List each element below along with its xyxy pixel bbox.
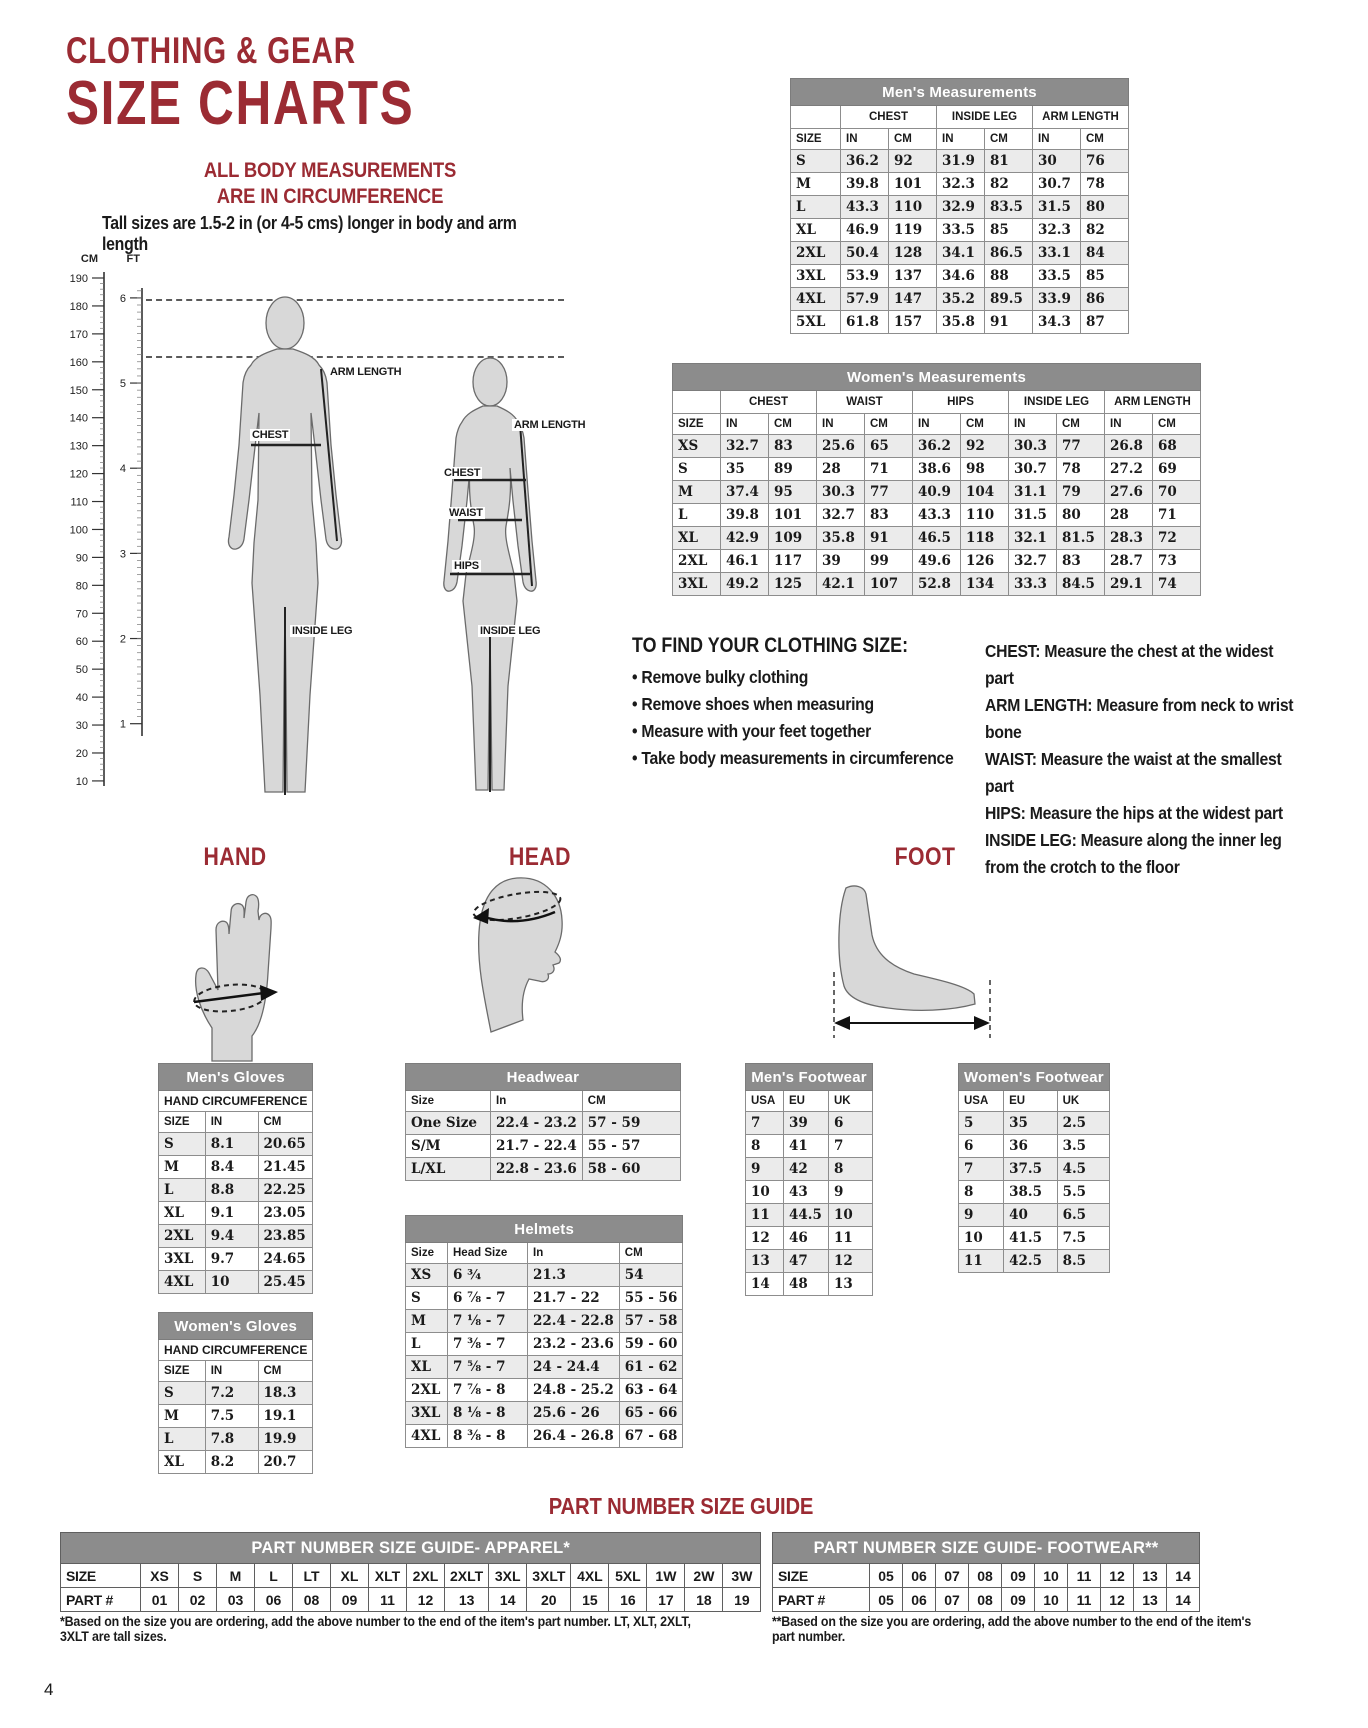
table-row: 11 44.5 10 bbox=[746, 1204, 873, 1227]
subtitle bbox=[180, 158, 480, 211]
svg-text:60: 60 bbox=[75, 636, 88, 649]
table-row: L 39.8 101 32.7 83 43.3 110 31.5 80 28 71 bbox=[673, 504, 1201, 527]
table-title: PART NUMBER SIZE GUIDE- APPAREL* bbox=[61, 1533, 761, 1564]
table-row: L 8.8 22.25 bbox=[159, 1179, 313, 1202]
svg-text:130: 130 bbox=[69, 440, 88, 453]
mens-footwear bbox=[745, 1063, 873, 1296]
womens-measurements bbox=[672, 363, 1201, 596]
womens-gloves bbox=[158, 1312, 313, 1474]
page-number: 4 bbox=[44, 1680, 54, 1699]
part-guide-footwear bbox=[772, 1532, 1200, 1612]
table-row: M 39.8 101 32.3 82 30.7 78 bbox=[791, 173, 1129, 196]
table-row: SIZE XS S M L LT XL XLT 2XL 2XLT 3XL 3XLT 4XL 5XL 1W 2W 3W bbox=[61, 1564, 761, 1588]
female-hips-label: HIPS bbox=[454, 560, 479, 572]
table-row: 9 42 8 bbox=[746, 1158, 873, 1181]
table-row: 14 48 13 bbox=[746, 1273, 873, 1296]
table-row: M 7 ⅛ - 7 22.4 - 22.8 57 - 58 bbox=[406, 1310, 683, 1333]
table-row: 2XL 46.1 117 39 99 49.6 126 32.7 83 28.7 73 bbox=[673, 550, 1201, 573]
table-title: Helmets bbox=[406, 1216, 683, 1243]
table-row: XL 42.9 109 35.8 91 46.5 118 32.1 81.5 28.3 72 bbox=[673, 527, 1201, 550]
mens-footwear-table: Men's Footwear USA EU UK 7 39 6 8 41 7 9 42 8 10 43 9 11 44.5 10 12 46 11 13 47 12 14 48 13 bbox=[745, 1063, 873, 1296]
female-chest-label: CHEST bbox=[444, 467, 481, 479]
helmets-table: Helmets Size Head Size In CM XS 6 ¾ 21.3 54 S 6 ⅞ - 7 21.7 - 22 55 - 56 M 7 ⅛ - 7 22.4 - 22.8 57 - 58 L 7 ⅜ - 7 23.2 - 23.6 59 - 60 XL 7 ⅝ - 7 24 - 24.4 61 - 62 2XL 7 ⅞ - 8 24.8 - 25.2 63 - 64 3XL 8 ⅛ - 8 25.6 - 26 65 - 66 4XL 8 ⅜ - 8 26.4 - 26.8 67 - 68 bbox=[405, 1215, 683, 1448]
table-row: 2XL 9.4 23.85 bbox=[159, 1225, 313, 1248]
table-row: PART # 05 06 07 08 09 10 11 12 13 14 bbox=[773, 1588, 1200, 1612]
svg-text:20: 20 bbox=[75, 747, 88, 760]
svg-text:170: 170 bbox=[69, 328, 88, 341]
table-row: One Size 22.4 - 23.2 57 - 59 bbox=[406, 1112, 681, 1135]
table-row: 4XL 57.9 147 35.2 89.5 33.9 86 bbox=[791, 288, 1129, 311]
svg-text:90: 90 bbox=[75, 552, 88, 565]
instructions-bullets bbox=[632, 664, 992, 772]
table-row: 5 35 2.5 bbox=[959, 1112, 1110, 1135]
table-row: 10 43 9 bbox=[746, 1181, 873, 1204]
page-title-line2: SIZE CHARTS bbox=[66, 69, 415, 138]
table-row: 2XL 50.4 128 34.1 86.5 33.1 84 bbox=[791, 242, 1129, 265]
table-title: Headwear bbox=[406, 1064, 681, 1091]
table-row: SIZE 05 06 07 08 09 10 11 12 13 14 bbox=[773, 1564, 1200, 1588]
table-row: S 36.2 92 31.9 81 30 76 bbox=[791, 150, 1129, 173]
svg-text:160: 160 bbox=[69, 356, 88, 369]
svg-text:150: 150 bbox=[69, 384, 88, 397]
table-row: L 7 ⅜ - 7 23.2 - 23.6 59 - 60 bbox=[406, 1333, 683, 1356]
table-row: S 35 89 28 71 38.6 98 30.7 78 27.2 69 bbox=[673, 458, 1201, 481]
table-row: M 37.4 95 30.3 77 40.9 104 31.1 79 27.6 70 bbox=[673, 481, 1201, 504]
mens-gloves-table: Men's Gloves HAND CIRCUMFERENCE SIZE IN CM S 8.1 20.65 M 8.4 21.45 L 8.8 22.25 XL 9.1 23.05 2XL 9.4 23.85 3XL 9.7 24.65 4XL 10 25.45 bbox=[158, 1063, 313, 1294]
footwear-footnote: **Based on the size you are ordering, add the above number to the end of the item's part number. bbox=[772, 1614, 1252, 1644]
part-guide-heading: PART NUMBER SIZE GUIDE bbox=[548, 1493, 814, 1519]
svg-text:6: 6 bbox=[119, 292, 126, 305]
page-title-line1: CLOTHING & GEAR bbox=[66, 30, 356, 71]
svg-text:120: 120 bbox=[69, 468, 88, 481]
svg-text:FT: FT bbox=[126, 253, 140, 265]
svg-text:110: 110 bbox=[70, 496, 88, 509]
height-ruler bbox=[58, 248, 158, 798]
svg-text:140: 140 bbox=[69, 412, 88, 425]
table-title: Men's Gloves bbox=[159, 1064, 313, 1091]
section-heading-hand: HAND bbox=[203, 843, 267, 871]
svg-text:80: 80 bbox=[75, 580, 88, 593]
subtitle-line1: ALL BODY MEASUREMENTS bbox=[203, 159, 457, 182]
table-row: 6 36 3.5 bbox=[959, 1135, 1110, 1158]
table-row: 9 40 6.5 bbox=[959, 1204, 1110, 1227]
male-arm-length-label: ARM LENGTH bbox=[330, 366, 402, 378]
section-heading-head: HEAD bbox=[509, 843, 571, 871]
svg-text:4: 4 bbox=[119, 463, 126, 476]
table-row: XS 32.7 83 25.6 65 36.2 92 30.3 77 26.8 68 bbox=[673, 435, 1201, 458]
page-title bbox=[66, 30, 501, 138]
svg-text:10: 10 bbox=[75, 775, 88, 788]
female-arm-length-label: ARM LENGTH bbox=[514, 419, 586, 431]
svg-text:40: 40 bbox=[75, 692, 88, 705]
svg-text:50: 50 bbox=[75, 664, 88, 677]
male-inside-leg-label: INSIDE LEG bbox=[292, 625, 353, 637]
sizing-instructions bbox=[632, 634, 992, 772]
womens-footwear-table: Women's Footwear USA EU UK 5 35 2.5 6 36 3.5 7 37.5 4.5 8 38.5 5.5 9 40 6.5 10 41.5 7.5 11 42.5 8.5 bbox=[958, 1063, 1110, 1273]
womens-footwear bbox=[958, 1063, 1110, 1273]
table-row: 13 47 12 bbox=[746, 1250, 873, 1273]
table-row: 3XL 49.2 125 42.1 107 52.8 134 33.3 84.5 29.1 74 bbox=[673, 573, 1201, 596]
table-row: 7 39 6 bbox=[746, 1112, 873, 1135]
svg-text:CM: CM bbox=[80, 253, 98, 265]
table-title: Women's Gloves bbox=[159, 1313, 313, 1340]
womens-gloves-table: Women's Gloves HAND CIRCUMFERENCE SIZE IN CM S 7.2 18.3 M 7.5 19.1 L 7.8 19.9 XL 8.2 20.7 bbox=[158, 1312, 313, 1474]
svg-text:70: 70 bbox=[75, 608, 88, 621]
male-chest-label: CHEST bbox=[252, 429, 289, 441]
table-row: S 8.1 20.65 bbox=[159, 1133, 313, 1156]
table-row: 3XL 8 ⅛ - 8 25.6 - 26 65 - 66 bbox=[406, 1402, 683, 1425]
list-item: ARM LENGTH: Measure from neck to wrist bone bbox=[985, 695, 1294, 742]
womens-measurements-table: Women's Measurements CHEST WAIST HIPS INSIDE LEG ARM LENGTH SIZE IN CM IN CM IN CM IN CM IN CM XS 32.7 83 25.6 65 36.2 92 30.3 77 26.8 68 S 35 89 28 71 38.6 98 30.7 78 27.2 69 M 37.4 95 30.3 77 40.9 104 31.1 79 27.6 70 L 39.8 101 32.7 83 43.3 110 31.5 80 28 71 XL 42.9 109 35.8 91 46.5 118 32.1 81.5 28.3 72 2XL 46.1 117 39 99 49.6 126 32.7 83 28.7 73 3XL 49.2 125 42.1 107 52.8 134 33.3 84.5 29.1 74 bbox=[672, 363, 1201, 596]
mens-gloves bbox=[158, 1063, 313, 1294]
part-guide-apparel bbox=[60, 1532, 761, 1612]
female-waist-label: WAIST bbox=[449, 507, 483, 519]
svg-text:30: 30 bbox=[75, 720, 88, 733]
table-row: L 43.3 110 32.9 83.5 31.5 80 bbox=[791, 196, 1129, 219]
apparel-footnote: *Based on the size you are ordering, add the above number to the end of the item's part number. LT, XLT, 2XLT, 3XLT are tall sizes. bbox=[60, 1614, 691, 1644]
table-title: PART NUMBER SIZE GUIDE- FOOTWEAR** bbox=[773, 1533, 1200, 1564]
tall-sizes-note: Tall sizes are 1.5-2 in (or 4-5 cms) longer in body and arm length bbox=[102, 213, 517, 254]
list-item: • Remove shoes when measuring bbox=[632, 694, 874, 714]
list-item: WAIST: Measure the waist at the smallest part bbox=[985, 749, 1282, 796]
table-title: Men's Footwear bbox=[746, 1064, 873, 1091]
foot-illustration bbox=[820, 880, 1005, 1045]
section-heading-foot: FOOT bbox=[894, 843, 956, 871]
instructions-heading: TO FIND YOUR CLOTHING SIZE: bbox=[632, 634, 909, 657]
table-row: XL 8.2 20.7 bbox=[159, 1451, 313, 1474]
table-row: M 8.4 21.45 bbox=[159, 1156, 313, 1179]
table-row: PART # 01 02 03 06 08 09 11 12 13 14 20 15 16 17 18 19 bbox=[61, 1588, 761, 1612]
table-row: XL 7 ⅝ - 7 24 - 24.4 61 - 62 bbox=[406, 1356, 683, 1379]
list-item: HIPS: Measure the hips at the widest part bbox=[985, 803, 1283, 823]
table-row: 11 42.5 8.5 bbox=[959, 1250, 1110, 1273]
helmets bbox=[405, 1215, 683, 1448]
svg-text:190: 190 bbox=[69, 273, 88, 285]
svg-text:3: 3 bbox=[119, 548, 126, 561]
measurement-definitions bbox=[985, 638, 1330, 881]
table-row: S 6 ⅞ - 7 21.7 - 22 55 - 56 bbox=[406, 1287, 683, 1310]
list-item: CHEST: Measure the chest at the widest part bbox=[985, 641, 1274, 688]
headwear-table: Headwear Size In CM One Size 22.4 - 23.2 57 - 59 S/M 21.7 - 22.4 55 - 57 L/XL 22.8 - 23.6 58 - 60 bbox=[405, 1063, 681, 1181]
table-row: 10 41.5 7.5 bbox=[959, 1227, 1110, 1250]
table-row: 4XL 8 ⅜ - 8 26.4 - 26.8 67 - 68 bbox=[406, 1425, 683, 1448]
table-row: XL 46.9 119 33.5 85 32.3 82 bbox=[791, 219, 1129, 242]
list-item: • Remove bulky clothing bbox=[632, 667, 809, 687]
table-row: L/XL 22.8 - 23.6 58 - 60 bbox=[406, 1158, 681, 1181]
table-row: 4XL 10 25.45 bbox=[159, 1271, 313, 1294]
table-row: XL 9.1 23.05 bbox=[159, 1202, 313, 1225]
list-item: INSIDE LEG: Measure along the inner leg from the crotch to the floor bbox=[985, 830, 1282, 877]
female-inside-leg-label: INSIDE LEG bbox=[480, 625, 541, 637]
part-guide-apparel-table bbox=[60, 1532, 761, 1612]
list-item: • Measure with your feet together bbox=[632, 721, 872, 741]
table-row: 8 41 7 bbox=[746, 1135, 873, 1158]
table-row: 12 46 11 bbox=[746, 1227, 873, 1250]
table-row: 3XL 53.9 137 34.6 88 33.5 85 bbox=[791, 265, 1129, 288]
table-title: Women's Footwear bbox=[959, 1064, 1110, 1091]
subtitle-line2: ARE IN CIRCUMFERENCE bbox=[216, 185, 444, 209]
svg-text:1: 1 bbox=[119, 718, 126, 731]
mens-measurements bbox=[790, 78, 1129, 334]
head-illustration bbox=[455, 872, 585, 1057]
svg-text:2: 2 bbox=[119, 633, 126, 646]
part-guide-footwear-table bbox=[772, 1532, 1200, 1612]
list-item: • Take body measurements in circumference bbox=[632, 748, 954, 768]
table-row: M 7.5 19.1 bbox=[159, 1405, 313, 1428]
table-row: 7 37.5 4.5 bbox=[959, 1158, 1110, 1181]
table-row: 3XL 9.7 24.65 bbox=[159, 1248, 313, 1271]
table-row: 2XL 7 ⅞ - 8 24.8 - 25.2 63 - 64 bbox=[406, 1379, 683, 1402]
headwear bbox=[405, 1063, 681, 1181]
table-title: Women's Measurements bbox=[673, 364, 1201, 391]
table-row: L 7.8 19.9 bbox=[159, 1428, 313, 1451]
table-title: Men's Measurements bbox=[791, 79, 1129, 106]
table-row: 5XL 61.8 157 35.8 91 34.3 87 bbox=[791, 311, 1129, 334]
mens-measurements-table: Men's Measurements CHEST INSIDE LEG ARM LENGTH SIZE IN CM IN CM IN CM S 36.2 92 31.9 81 30 76 M 39.8 101 32.3 82 30.7 78 L 43.3 110 32.9 83.5 31.5 80 XL 46.9 119 33.5 85 32.3 82 2XL 50.4 128 34.1 86.5 33.1 84 3XL 53.9 137 34.6 88 33.5 85 4XL 57.9 147 35.2 89.5 33.9 86 5XL 61.8 157 35.8 91 34.3 87 bbox=[790, 78, 1129, 334]
svg-text:100: 100 bbox=[69, 524, 88, 537]
table-row: 8 38.5 5.5 bbox=[959, 1181, 1110, 1204]
table-row: S/M 21.7 - 22.4 55 - 57 bbox=[406, 1135, 681, 1158]
svg-text:5: 5 bbox=[119, 378, 126, 391]
table-row: XS 6 ¾ 21.3 54 bbox=[406, 1264, 683, 1287]
table-row: S 7.2 18.3 bbox=[159, 1382, 313, 1405]
svg-text:180: 180 bbox=[69, 300, 88, 313]
hand-illustration bbox=[160, 878, 295, 1063]
